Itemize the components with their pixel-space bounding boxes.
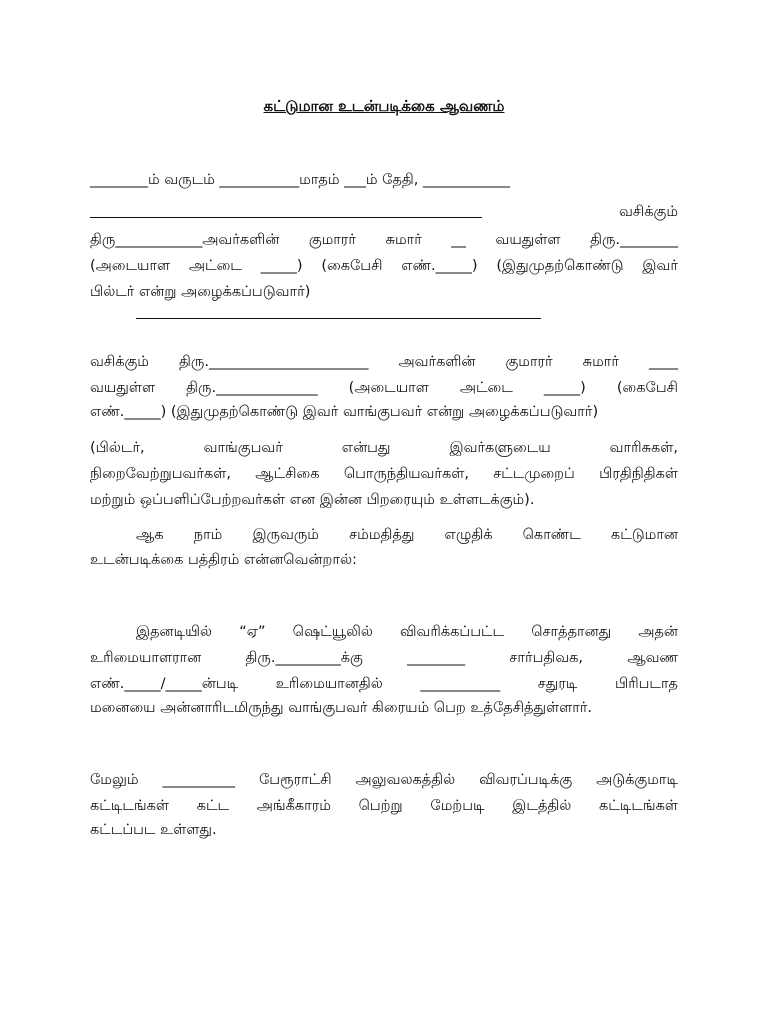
para5-line1: இதனடியில் “ஏ” ஷெட்யூலில் விவரிக்கப்பட்ட சொத்தானது அதன் bbox=[136, 624, 678, 640]
signature-blank-line bbox=[136, 318, 541, 319]
para2-line1: வசிக்கும் திரு.______________________ அவர்களின் குமாரர் சுமார் ____ bbox=[90, 354, 678, 370]
para2-line3: எண்._____) (இதுமுதற்கொண்டு இவர் வாங்குபவர் என்று அழைக்கப்படுவார்) bbox=[90, 404, 599, 420]
para1-line2-right: வசிக்கும் bbox=[619, 204, 678, 220]
para3-line1: (பில்டர், வாங்குபவர் என்பது இவர்களுடைய வாரிசுகள், bbox=[90, 440, 678, 456]
para3-line3: மற்றும் ஒப்பளிப்பேற்றவர்கள் என இன்ன பிறரையும் உள்ளடக்கும்). bbox=[90, 492, 535, 508]
para5-line4: மனையை அன்னாரிடமிருந்து வாங்குபவர் கிரையம் பெற உத்தேசித்துள்ளார். bbox=[90, 700, 593, 716]
para6-line2: கட்டிடங்கள் கட்ட அங்கீகாரம் பெற்று மேற்படி இடத்தில் கட்டிடங்கள் bbox=[90, 798, 678, 814]
para6-line3: கட்டப்பட உள்ளது. bbox=[90, 822, 217, 838]
para3-line2: நிறைவேற்றுபவர்கள், ஆட்சிகை பொருந்தியவர்கள், சட்டமுறைப் பிரதிநிதிகள் bbox=[90, 466, 678, 482]
para1-line5: பில்டர் என்று அழைக்கப்படுவார்) bbox=[90, 284, 311, 300]
date-line: ________ம் வருடம் ___________மாதம் ___ம் தேதி, ____________ bbox=[90, 172, 510, 188]
para4-line1: ஆக நாம் இருவரும் சம்மதித்து எழுதிக் கொண்ட கட்டுமான bbox=[136, 527, 678, 543]
para1-line3: திரு____________அவர்களின் குமாரர் சுமார் __ வயதுள்ள திரு.________ bbox=[90, 232, 678, 248]
para4-line2: உடன்படிக்கை பத்திரம் என்னவென்றால்: bbox=[90, 552, 357, 568]
para5-line3: எண்._____/_____ன்படி உரிமையானதில் ___________ சதுரடி பிரிபடாத bbox=[90, 676, 678, 692]
para2-line2: வயதுள்ள திரு.______________ (அடையாள அட்டை _____) (கைபேசி bbox=[90, 380, 678, 396]
para6-line1: மேலும் __________ பேரூராட்சி அலுவலகத்தில் விவரப்படிக்கு அடுக்குமாடி bbox=[90, 772, 678, 788]
para1-line4: (அடையாள அட்டை _____) (கைபேசி எண்._____) (இதுமுதற்கொண்டு இவர் bbox=[90, 258, 678, 274]
para5-line2: உரிமையாளரான திரு._________க்கு ________ சார்பதிவக, ஆவண bbox=[90, 650, 678, 666]
document-title: கட்டுமான உடன்படிக்கை ஆவணம் bbox=[263, 97, 505, 115]
